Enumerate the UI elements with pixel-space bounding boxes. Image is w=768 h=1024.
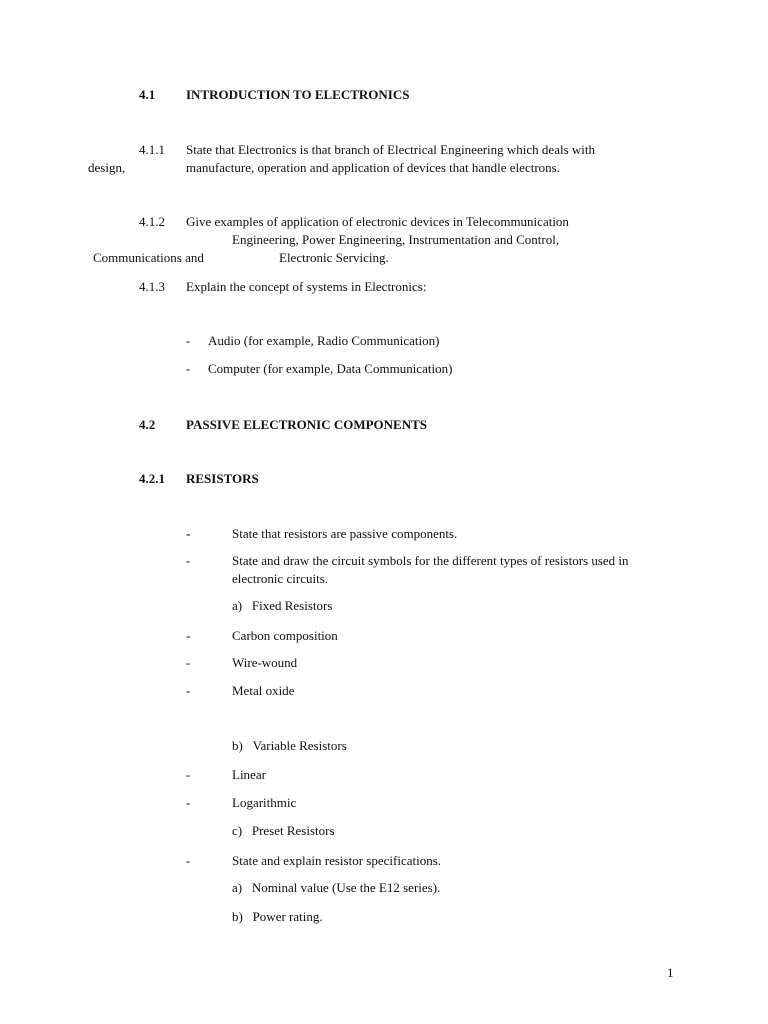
section-number: 4.1 xyxy=(139,87,156,102)
list-item: State and explain resistor specifications. xyxy=(232,853,442,868)
bullet-dash: - xyxy=(186,795,191,810)
item-number: 4.1.2 xyxy=(139,214,165,229)
bullet-dash: - xyxy=(186,767,191,782)
item-text: manufacture, operation and application of devices that handle electrons. xyxy=(186,160,560,175)
list-item: Audio (for example, Radio Communication) xyxy=(208,333,440,348)
subheading: a) Nominal value (Use the E12 series). xyxy=(232,880,441,895)
list-item: Logarithmic xyxy=(232,795,297,810)
list-item: State that resistors are passive components. xyxy=(232,526,458,541)
item-number: 4.1.3 xyxy=(139,279,165,294)
item-text-wrap: design, xyxy=(88,160,126,175)
subheading: a) Fixed Resistors xyxy=(232,598,333,613)
item-text-wrap: Communications and xyxy=(93,250,204,265)
bullet-dash: - xyxy=(186,361,191,376)
section-title: RESISTORS xyxy=(186,471,259,486)
subheading: b) Variable Resistors xyxy=(232,738,347,753)
section-title: INTRODUCTION TO ELECTRONICS xyxy=(186,87,410,102)
subheading: c) Preset Resistors xyxy=(232,823,335,838)
list-item: State and draw the circuit symbols for the different types of resistors used in xyxy=(232,553,629,568)
item-text: Engineering, Power Engineering, Instrumentation and Control, xyxy=(232,232,560,247)
bullet-dash: - xyxy=(186,628,191,643)
bullet-dash: - xyxy=(186,683,191,698)
section-number: 4.2 xyxy=(139,417,156,432)
list-item: Wire-wound xyxy=(232,655,298,670)
list-item: Carbon composition xyxy=(232,628,338,643)
section-number: 4.2.1 xyxy=(139,471,165,486)
item-number: 4.1.1 xyxy=(139,142,165,157)
subheading: b) Power rating. xyxy=(232,909,323,924)
list-item: Metal oxide xyxy=(232,683,295,698)
bullet-dash: - xyxy=(186,853,191,868)
item-text: State that Electronics is that branch of Electrical Engineering which deals with xyxy=(186,142,595,157)
list-item: Computer (for example, Data Communication) xyxy=(208,361,453,376)
bullet-dash: - xyxy=(186,333,191,348)
section-title: PASSIVE ELECTRONIC COMPONENTS xyxy=(186,417,428,432)
item-text: Electronic Servicing. xyxy=(279,250,389,265)
item-text: Explain the concept of systems in Electronics: xyxy=(186,279,427,294)
list-item-continued: electronic circuits. xyxy=(232,571,329,586)
item-text: Give examples of application of electronic devices in Telecommunication xyxy=(186,214,569,229)
bullet-dash: - xyxy=(186,526,191,541)
page-number: 1 xyxy=(667,965,674,980)
bullet-dash: - xyxy=(186,655,191,670)
list-item: Linear xyxy=(232,767,266,782)
bullet-dash: - xyxy=(186,553,191,568)
